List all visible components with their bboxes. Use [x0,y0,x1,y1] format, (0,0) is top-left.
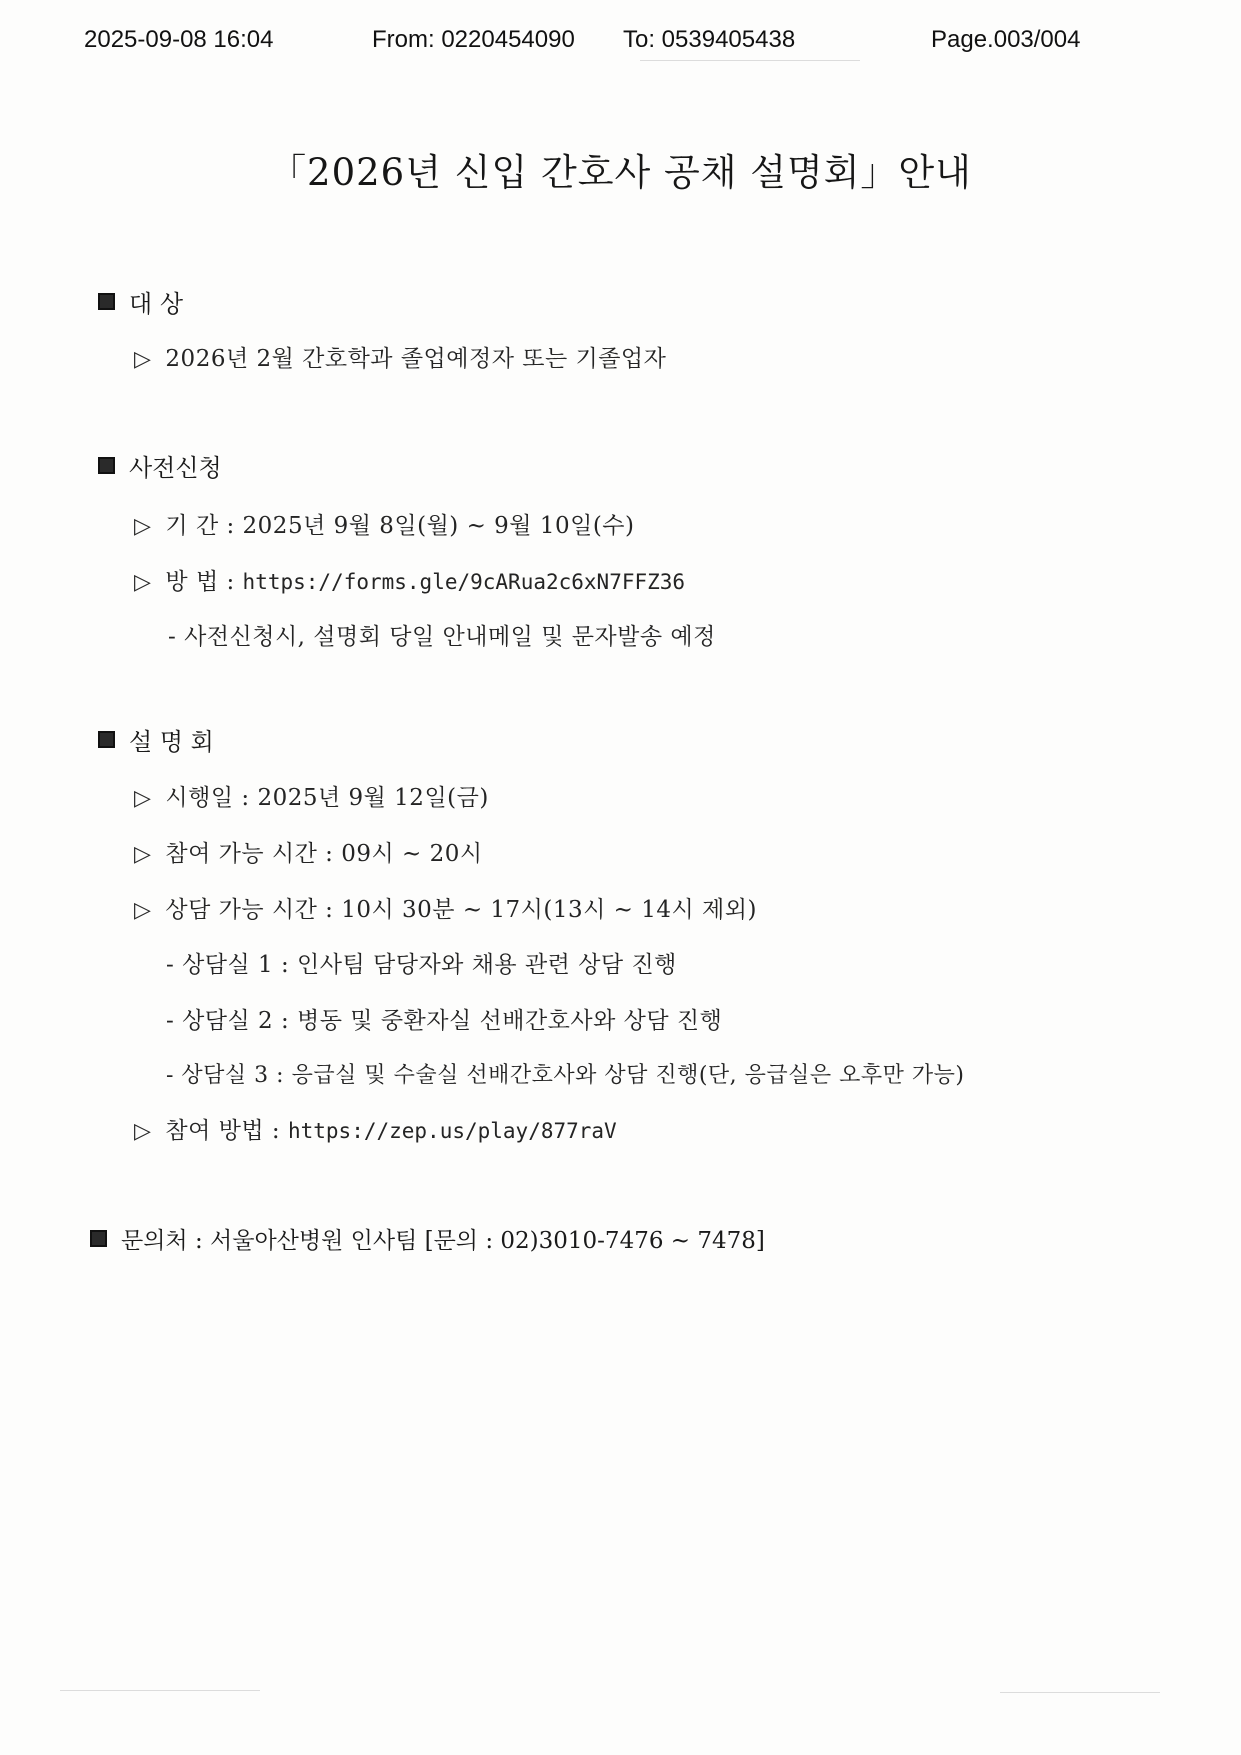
black-square-icon [98,457,115,474]
triangle-bullet-icon: ▷ [134,898,152,923]
scan-noise [640,60,860,61]
contact-text: 문의처 : 서울아산병원 인사팀 [문의 : 02)3010-7476 ~ 7478] [121,1228,765,1254]
session-hours-text: 참여 가능 시간 : 09시 ~ 20시 [165,841,483,867]
consult-room-3: - 상담실 3 : 응급실 및 수술실 선배간호사와 상담 진행(단, 응급실은 오후만 가능) [166,1063,965,1088]
prereg-note: - 사전신청시, 설명회 당일 안내메일 및 문자발송 예정 [168,624,716,650]
triangle-bullet-icon: ▷ [134,786,152,811]
black-square-icon [98,293,115,310]
prereg-method-label: 방 법 : [165,569,243,595]
triangle-bullet-icon: ▷ [134,514,152,539]
scan-noise [1000,1692,1160,1693]
prereg-period [134,507,635,540]
target-item-text: 2026년 2월 간호학과 졸업예정자 또는 기졸업자 [165,346,667,372]
black-square-icon [98,731,115,748]
section-session-heading [98,722,214,757]
triangle-bullet-icon: ▷ [134,347,152,372]
triangle-bullet-icon: ▷ [134,1119,152,1144]
session-date-text: 시행일 : 2025년 9월 12일(금) [165,785,489,811]
consult-room-1: - 상담실 1 : 인사팀 담당자와 채용 관련 상담 진행 [166,952,677,978]
triangle-bullet-icon: ▷ [134,842,152,867]
prereg-method [134,563,685,596]
black-square-icon [90,1230,107,1247]
section-target-heading [98,284,183,319]
prereg-form-link[interactable]: https://forms.gle/9cARua2c6xN7FFZ36 [242,570,686,594]
session-join [134,1112,617,1145]
target-item [134,340,666,373]
section-session-title: 설 명 회 [129,728,214,756]
document-title: 「2026년 신입 간호사 공채 설명회」안내 [269,151,972,194]
section-target-title: 대 상 [129,290,183,318]
section-prereg-heading [98,448,222,483]
fax-header [0,22,1241,62]
session-hours [134,835,483,868]
session-date [134,779,489,812]
fax-to: To: 0539405438 [623,26,796,53]
triangle-bullet-icon: ▷ [134,570,152,595]
prereg-period-text: 기 간 : 2025년 9월 8일(월) ~ 9월 10일(수) [165,513,635,539]
consult-room-2: - 상담실 2 : 병동 및 중환자실 선배간호사와 상담 진행 [166,1008,723,1034]
section-prereg-title: 사전신청 [129,454,222,482]
fax-page-number: Page.003/004 [931,26,1081,53]
session-consult-hours-text: 상담 가능 시간 : 10시 30분 ~ 17시(13시 ~ 14시 제외) [165,897,757,923]
session-join-link[interactable]: https://zep.us/play/877raV [287,1119,617,1143]
scan-noise [60,1690,260,1691]
session-join-label: 참여 방법 : [165,1118,288,1144]
contact-line [90,1222,765,1255]
fax-datetime: 2025-09-08 16:04 [84,26,274,53]
session-consult-hours [134,891,757,924]
fax-from: From: 0220454090 [372,26,575,53]
